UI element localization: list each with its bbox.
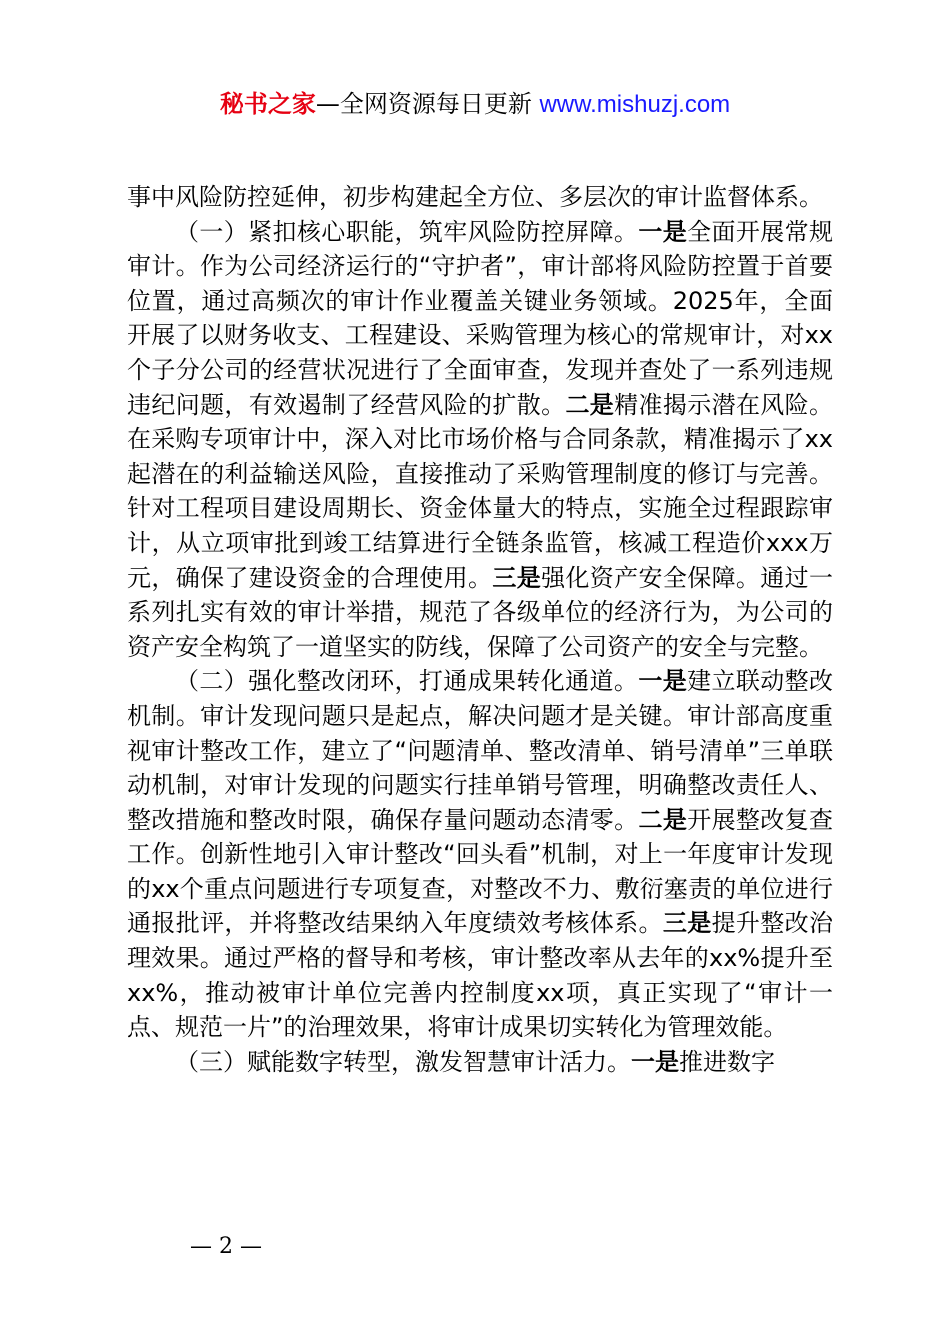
paragraph-text: （一）紧扣核心职能，筑牢风险防控屏障。 (175, 217, 639, 246)
paragraph-section-3 (127, 1045, 833, 1080)
paragraph-text: 全面开展常规审计。作为公司经济运行的“守护者”，审计部将风险防控置于首要位置，通过高频次的审计作业覆盖关键业务领域。2025年，全面开展了以财务收支、工程建设、采购管理为核心的常规审计，对xx个子分公司的经营状况进行了全面审查，发现并查处了一系列违规违纪问题，有效遏制了经营风险的扩散。 (127, 217, 834, 419)
paragraph-text: 精准揭示潜在风险。在采购专项审计中，深入对比市场价格与合同条款，精准揭示了xx起潜在的利益输送风险，直接推动了采购管理制度的修订与完善。针对工程项目建设周期长、资金体量大的特点，实施全过程跟踪审计，从立项审批到竣工结算进行全链条监管，核减工程造价xxx万元，确保了建设资金的合理使用。 (127, 390, 834, 592)
item-marker: 一是 (631, 1047, 679, 1076)
page-number: — 2 — (190, 1234, 262, 1259)
paragraph-text: （三）赋能数字转型，激发智慧审计活力。 (175, 1047, 631, 1076)
site-url-link[interactable]: www.mishuzj.com (539, 91, 731, 118)
paragraph-section-2 (127, 664, 833, 1045)
item-marker: 一是 (638, 667, 688, 696)
item-marker: 三是 (662, 909, 712, 938)
paragraph-section-1 (127, 215, 833, 665)
paragraph-text: 提升整改治理效果。通过严格的督导和考核，审计整改率从去年的xx%提升至xx%，推动被审计单位完善内控制度xx项，真正实现了“审计一点、规范一片”的治理效果，将审计成果切实转化为管理效能。 (127, 909, 834, 1042)
paragraph-text: 建立联动整改机制。审计发现问题只是起点，解决问题才是关键。审计部高度重视审计整改工作，建立了“问题清单、整改清单、销号清单”三单联动机制，对审计发现的问题实行挂单销号管理，明确整改责任人、整改措施和整改时限，确保存量问题动态清零。 (127, 667, 834, 834)
paragraph-text: 开展整改复查工作。创新性地引入审计整改“回头看”机制，对上一年度审计发现的xx个重点问题进行专项复查，对整改不力、敷衍塞责的单位进行通报批评，并将整改结果纳入年度绩效考核体系。 (127, 805, 834, 938)
document-body (127, 180, 833, 1079)
site-header (0, 86, 950, 123)
site-tagline: —全网资源每日更新 (315, 90, 532, 118)
item-marker: 三是 (492, 563, 542, 592)
paragraph-text: （二）强化整改闭环，打通成果转化通道。 (175, 667, 639, 696)
paragraph-intro (127, 180, 833, 215)
paragraph-text: 事中风险防控延伸，初步构建起全方位、多层次的审计监督体系。 (127, 183, 823, 211)
paragraph-text: 强化资产安全保障。通过一系列扎实有效的审计举措，规范了各级单位的经济行为，为公司的资产安全构筑了一道坚实的防线，保障了公司资产的安全与完整。 (127, 563, 834, 661)
site-brand: 秘书之家 (219, 90, 316, 118)
item-marker: 二是 (565, 390, 615, 419)
item-marker: 二是 (638, 805, 688, 834)
item-marker: 一是 (638, 217, 688, 246)
paragraph-text: 推进数字 (679, 1047, 775, 1076)
